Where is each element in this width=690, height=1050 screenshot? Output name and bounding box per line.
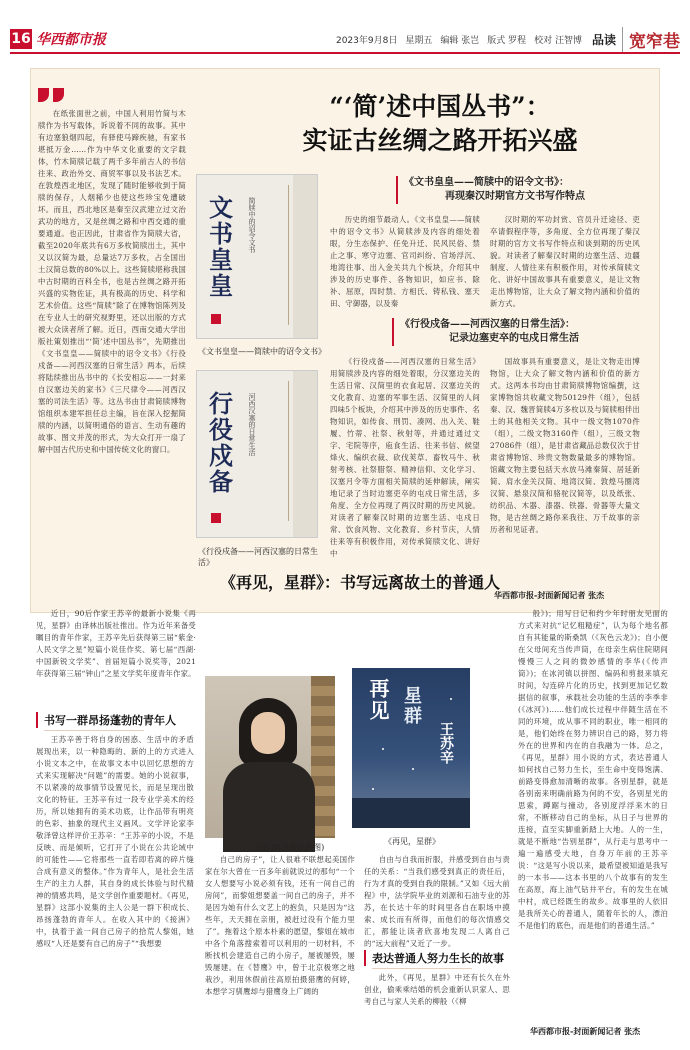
novel-cover-title1: 再见 [366, 678, 390, 722]
proofreader-credit: 校对 汪智博 [534, 35, 582, 46]
novel-cover [352, 668, 470, 828]
book2-cover-subtitle: 河西汉塞的日常生活 [248, 393, 256, 456]
article2-col2: 自己的房子”，让人很难不联想起美国作家在尔大曾在一百多年前就说过的那句“一个女人想要写小说必须有钱，还有一间自己的房间”，而黎姐想要盖一间自己的房子，并不是因为她有什么文艺上的抱负，只是因为“这些年，天天拥在亲朋，被赶过没有个能力里了”。拖着这个原本朴素的愿望，黎姐在城市中各个角落搜索着可以利用的一切材料，不断找机会建造自己的小房子，屡被屡毁，屡毁屡建。在《替鹰》中，曾于北京极寒之地栽沙，利用休假前往高原拍摄猎鹰的何婷，本想学习驯鹰却与猎鹰身上广阔的 [205, 855, 355, 996]
article1-subhead2: 《行役戍备——河西汉塞的日常生活》： 记录边塞吏卒的屯戍日常生活 [392, 318, 628, 346]
article2-col1: 王苏辛善于将自身的困惑、生活中的矛盾展现出来，以一种隐晦的、新的上的方式进入小说文本之中，在故事文本中以回忆思想的方式来实现解决“问题”的需要。她的小说叙事，不以紧凑的故事情节设置见长，而是呈现出散文化的特征。王苏辛有过一段专业学美术的经历，所以她拥有的美术功底，让作品带有明亮的色彩、抽象的现代主义画风。文学评论家李敬泽曾这样评价王苏辛：“王苏辛的小说，不是反映、而是倾听，它打开了小说在公共论域中的可能性——它将那些一直若即若离的碎片缝合成有意义的整体。”作为青年人，是社会生活生产的主力人群，其自身的成长体验与时代精神的情感共鸣，是文学创作重要题材。《再见，星群》这部小说集的主人公是一群下积成长、昂扬蓬勃的青年人。在收入其中的《接洲》中，执着于盖一间自己房子的拾荒人黎姐，她感叹“人还是要有自己的房子”“我想要 [36, 735, 194, 948]
article2-intro: 近日，90后作家王苏辛的最新小说集《再见，星群》由译林出版社推出。作为近年来备受瞩目的青年作家，王苏辛先后获得第三届“紫金·人民文学之星”短篇小说佳作奖、第七届“西湖·中国新锐文学奖”、首届短篇小说奖等，2021年获得第三届“钟山”之星文学奖年度青年作家。 [36, 609, 196, 678]
paper-logo: 华西都市报 [36, 32, 106, 48]
article2-col4: 般》)；用写日记和约少年时朋友见面的方式来对抗“记忆粗糙症”，认为每个地名都自有其能量的斯桑凯（《灰色云龙》)；自小便在父母间充当传声筒，在母亲生病住院期间慢慢三人之间的微妙感情的李华(《传声筒》)；在冰河镇以拼图、编码和剪报来填充时间，勾连碎片化的历史，找到更加记忆数据信的叙事，承载社会功能的生活的李季非(《冰河》)……他们成长过程中伴随生活在不同的环境，成从事不同的职业，唯一相同的是，他们始终在努力辨识自己的路，努力将外在的世界和内在的自我融为一体。总之，《再见，星群》用小说的方式，表达普通人如何找自己努力生长，至生命中变得饱满、前路变得愈加清晰的故事。各别星群，就是各别南来明确前路为何的不安，各别星光的思索，蹲踞与撞动，各别度浮浮来木的日常，不断移动自己的坐标，从日子与世界的连接，直至实脚重新踏上大地。人的一生，就是不断地“告别星群”，从行走与思考中一遍一遍感受大地，自身万年前的王苏辛说：“这是写小说以来，最希望被知道是我写的一本书——这本书里的八个故事有的发生在高原，海上油气钻井平台，有的发生在城中村，成已经既生的故乡。故事里的人依旧是我所关心的普通人，随着年长的人，漂泊不是他们的底色，而是他们的普通生活。” [518, 609, 668, 930]
book2-cover [196, 370, 318, 538]
article1-title: “‘简’述中国丛书”： 实证古丝绸之路开拓兴盛 [302, 92, 578, 155]
book1-caption: 《文书皇皇——简牍中的诏令文书》 [198, 347, 326, 356]
photo-caption: 王苏辛(出版社供图) [254, 843, 325, 852]
editor-credit: 编辑 张岂 [440, 35, 480, 46]
article2-col3: 自由与自我而折服，并感受到自由与责任的关系：“当我们感受到真正的责任后，行为才真的受到自我的限制。”又如《远大前程》中，法学院毕业的刘源和石油专业的苏苏，在长达十年的时间里各自在职场中摸索、成长而有所得，而他们的每次情感交汇，都能让读者欣喜地发现二人离自己的“远大前程”又近了一步。 [364, 855, 510, 948]
page-number: 16 [11, 31, 31, 47]
article1-byline: 华西都市报-封面新闻记者 张杰 [494, 591, 605, 600]
book2-caption: 《行役戍备——河西汉塞的日常生活》 [198, 547, 318, 567]
section-column-name: 宽窄巷 [622, 27, 680, 52]
seal-icon [211, 513, 221, 523]
author-photo [205, 676, 335, 838]
book2-cover-title: 行役戍备 [209, 389, 233, 496]
article2-title: 《再见，星群》：书写远离故土的普通人 [219, 573, 500, 592]
masthead [10, 28, 680, 50]
article2-col3-cont: 此外，《再见，星群》中还有长久在外创业，偷乘乘结婚的机会重新认识家人、思考自己与家人关系的柳般（《柳 [364, 973, 510, 1006]
article1-sub1-right: 汉时期的军功封赏、官员升迁途径、吏卒请假程序等，多角度、全方位再现了秦汉时期的官方文书写作特点和谈到期的历史风貌。对读者了解秦汉时期的边塞生活、边疆制度、人情往来有积极作用，对传承简牍文化、讲好中国故事具有重要意义，是让文物走出博物馆，让大众了解文物内涵和价值的新方式。 [490, 215, 640, 308]
novel-cover-author: 王苏辛 [438, 722, 454, 764]
article2-head1: 书写一群昂扬蓬勃的青年人 [36, 712, 176, 728]
issue-weekday: 星期五 [405, 35, 433, 46]
article1-sub1-left: 历史的细节最动人。《文书皇皇——简牍中的诏令文书》从简牍涉及内容的细处着眼，分生态保护、任免升迁、民风民俗、禁止之事、寒守边塞、官司纠纷、官场浮沉、地湾往事、出入金关共九个板块，介绍其中涉及的历史事件、各物知识，如应书、除补、屈原，四时禁、方相氏、铸私钱、塞天田、守御器，以及秦 [330, 215, 480, 308]
book1-cover [196, 174, 318, 339]
article1-intro: 在纸张面世之前，中国人利用竹简与木牍作为书写载体，诉说着不同的故事。其中有边塞狼烟四起，有驿使马蹄疾驰，有家书堪抵万金……作为中华文化重要的文字载体，竹木简牍记载了两千多年前古人的书信往来、政治外交、商贸军事以及书法艺术。在敦煌西北地区，发现了随时能够收到于简牍的保存，人烟稀少也使这些珍宝免遭破坏。而且，西北地区是秦至汉武建立过文治武功的地方，又是丝绸之路和中西交通的重要通道。也正因此，甘肃省作为简牍大省，截至2020年底共有6万多枚简牍出土，其中又以汉简为最，总量达7万多枚，占全国出土汉简总数的80%以上。这些简牍堪称我国中古时期的百科全书，也是古丝绸之路开拓兴盛的实物佐证，具有极高的历史、科学和艺术价值。这些“简牍”除了在博物馆陈列及在专业人士的研究视野里，还以出版的方式被大众读者所了解。近日，西南交通大学出版社策划推出“‘简’述中国丛书”，先期推出《文书皇皇——简牍中的诏令文书》《行役戍备——河西汉塞的日常生活》两本，后续将陆续推出丛书中的《长安相忘——一封来自汉塞边关的家书》《三尺律令——河西汉塞的司法生活》等。这丛书由甘肃简牍博物馆组织本建军担任总主编，旨在深入挖掘简牍的内涵，以简明通俗的语言、生动有趣的故事、图文并茂的形式，为大众打开一扇了解中国古代历史和中国传统文化的窗口。 [38, 109, 186, 454]
book1-cover-subtitle: 简牍中的诏令文书 [248, 197, 256, 253]
book1-cover-title: 文书皇皇 [209, 193, 233, 300]
quote-icon [38, 88, 64, 102]
novel-cover-title2: 星群 [401, 686, 422, 726]
masthead-rule [10, 52, 680, 54]
masthead-info [336, 33, 582, 46]
article2-head2: 表达普通人努力生长的故事 [364, 950, 504, 966]
issue-date: 2023年9月8日 [335, 35, 398, 46]
article2-byline: 华西都市报-封面新闻记者 张杰 [530, 1027, 641, 1036]
novel-caption: 《再见，星群》 [384, 837, 440, 846]
article1-sub2-right: 国故事具有重要意义，是让文物走出博物馆，让大众了解文物内涵和价值的新方式。这两本书均由甘肃简牍博物馆编撰，这家博物馆共收藏文物50129件（组），包括秦、汉、魏晋简牍4万多枚以及与简牍相伴出土的其他相关文物。其中一级文物1070件（组），二级文物3160件（组），三级文物27086件（组），是甘肃省藏品总数仅次于甘肃省博物馆、珍贵文物数量最多的博物馆。馆藏文物主要包括天水放马滩秦简、居延新简、肩水金关汉简、地湾汉简、敦煌马圈湾汉简、悬泉汉简和骆驼汉简等，以及纸张、纺织品、木器、漆器、铁器、骨器等大量文物，是古丝绸之路你来我往、万千故事的亲历者和见证者。 [490, 357, 640, 534]
article1-sub2-left: 《行役戍备——河西汉塞的日常生活》用简牍涉及内容的细处着眼，分汉塞边关的生活日常、汉简里的衣食起居、汉塞边关的文化教育、边塞的军事生活、汉简里的人间四味5个板块，介绍其中涉及的历史事件、名物知识，如传食、刑罚、凑网、出入关、鞋履、竹蒂、社祭、秋射等，并通过通过文字、宅院等序，庖食生活、往来书信、候望烽火、编织衣裁、砍伐荚草、畜牧马牛、秋射考核、社祭腊祭、精神信仰、文化学习、汉塞月令等方面相关简牍的延伸解读，阐实地记录了当时边塞吏卒的屯戍日常生活，多角度、全方位再现了两汉时期的历史风貌。对读者了解秦汉时期的边塞生活、屯戍日常、饮食风物、文化教育、乡村节庆，人情往来等有积极作用，对传承简牍文化、讲好中 [330, 357, 480, 558]
section-name: 品读 [591, 32, 616, 47]
article1-subhead1: 《文书皇皇——简牍中的诏令文书》： 再现秦汉时期官方文书写作特点 [396, 176, 626, 204]
seal-icon [211, 314, 221, 324]
designer-credit: 版式 罗程 [487, 35, 527, 46]
